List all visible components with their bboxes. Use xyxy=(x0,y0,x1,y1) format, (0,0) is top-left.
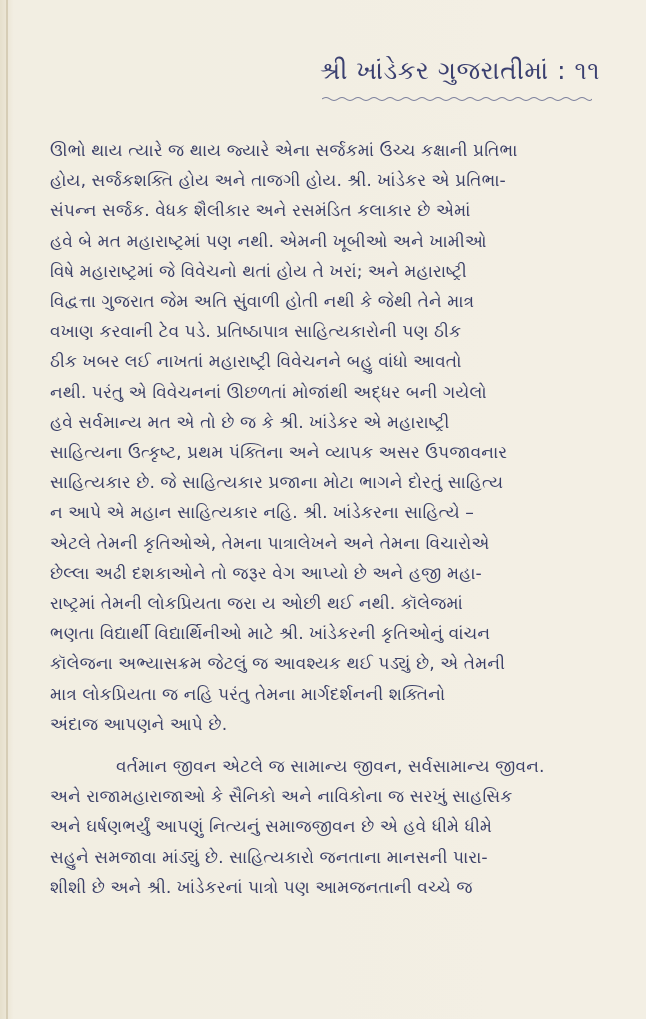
text-line: નથી. પરંતુ એ વિવેચનનાં ઊછળતાં મોજાંથી અદ્ધર બની ગયેલો xyxy=(50,382,487,403)
header-wavy-rule xyxy=(322,96,592,102)
page-gutter xyxy=(6,0,8,1019)
text-line: એટલે તેમની કૃતિઓએ, તેમના પાત્રાલેખને અને તેમના વિચારોએ xyxy=(50,533,490,554)
text-line: હવે સર્વમાન્ય મત એ તો છે જ કે શ્રી. ખાંડેકર એ મહારાષ્ટ્રી xyxy=(50,412,450,433)
paragraph-2 xyxy=(50,752,600,903)
text-line: ઊભો થાય ત્યારે જ થાય જ્યારે એના સર્જકમાં ઉચ્ચ કક્ષાની પ્રતિભા xyxy=(50,141,518,161)
text-line: કૉલેજના અભ્યાસક્રમ જેટલું જ આવશ્યક થઈ પડ્યું છે, એ તેમની xyxy=(50,654,506,675)
text-line: વર્તમાન જીવન એટલે જ સામાન્ય જીવન, સર્વસામાન્ય જીવન. xyxy=(116,757,545,778)
text-line: માત્ર લોકપ્રિયતા જ નહિ પરંતુ તેમના માર્ગદર્શનની શક્તિનો xyxy=(50,684,446,705)
text-line: સંપન્ન સર્જક. વેધક શૈલીકાર અને રસમંડિત કલાકાર છે એમાં xyxy=(50,201,471,222)
text-line: વિષે મહારાષ્ટ્રમાં જે વિવેચનો થતાં હોય તે ખરાં; અને મહારાષ્ટ્રી xyxy=(50,261,467,282)
page-body xyxy=(50,136,600,903)
text-line: સાહિત્યના ઉત્કૃષ્ટ, પ્રથમ પંક્તિના અને વ્યાપક અસર ઉપજાવનાર xyxy=(50,443,508,464)
text-line: હોય, સર્જકશક્તિ હોય અને તાજગી હોય. શ્રી. ખાંડેકર એ પ્રતિભા- xyxy=(50,171,506,192)
text-line: વિદ્વત્તા ગુજરાત જેમ અતિ સુંવાળી હોતી નથી કે જેથી તેને માત્ર xyxy=(50,292,475,313)
text-line: ન આપે એ મહાન સાહિત્યકાર નહિ. શ્રી. ખાંડેકરના સાહિત્યે – xyxy=(50,503,474,524)
paragraph-1 xyxy=(50,136,600,740)
text-line: ભણતા વિદ્યાર્થી વિદ્યાર્થિનીઓ માટે શ્રી. ખાંડેકરની કૃતિઓનું વાંચન xyxy=(50,624,491,645)
text-line: અને ઘર્ષણભર્યું આપણું નિત્યનું સમાજજીવન છે એ હવે ધીમે ધીમે xyxy=(50,817,493,838)
running-header: શ્રી ખાંડેકર ગુજરાતીમાં : ૧૧ xyxy=(319,56,600,85)
text-line: સહુને સમજાવા માંડ્યું છે. સાહિત્યકારો જનતાના માનસની પારા- xyxy=(50,847,488,868)
text-line: શીશી છે અને શ્રી. ખાંડેકરનાં પાત્રો પણ આમજનતાની વચ્ચે જ xyxy=(50,877,473,898)
text-line: હવે બે મત મહારાષ્ટ્રમાં પણ નથી. એમની ખૂબીઓ અને ખામીઓ xyxy=(50,231,487,252)
text-line: અને રાજામહારાજાઓ કે સૈનિકો અને નાવિકોના જ સરખું સાહસિક xyxy=(50,787,513,808)
text-line: અંદાજ આપણને આપે છે. xyxy=(50,714,228,735)
text-line: સાહિત્યકાર છે. જે સાહિત્યકાર પ્રજાના મોટા ભાગને દોરતું સાહિત્ય xyxy=(50,473,504,494)
text-line: ઠીક ખબર લઈ નાખતાં મહારાષ્ટ્રી વિવેચનને બહુ વાંધો આવતો xyxy=(50,352,462,373)
text-line: વખાણ કરવાની ટેવ પડે. પ્રતિષ્ઠાપાત્ર સાહિત્યકારોની પણ ઠીક xyxy=(50,322,462,343)
text-line: રાષ્ટ્રમાં તેમની લોકપ્રિયતા જરા ય ઓછી થઈ નથી. કૉલેજમાં xyxy=(50,594,463,615)
text-line: છેલ્લા અઢી દશકાઓને તો જરૂર વેગ આપ્યો છે અને હજી મહા- xyxy=(50,563,482,584)
